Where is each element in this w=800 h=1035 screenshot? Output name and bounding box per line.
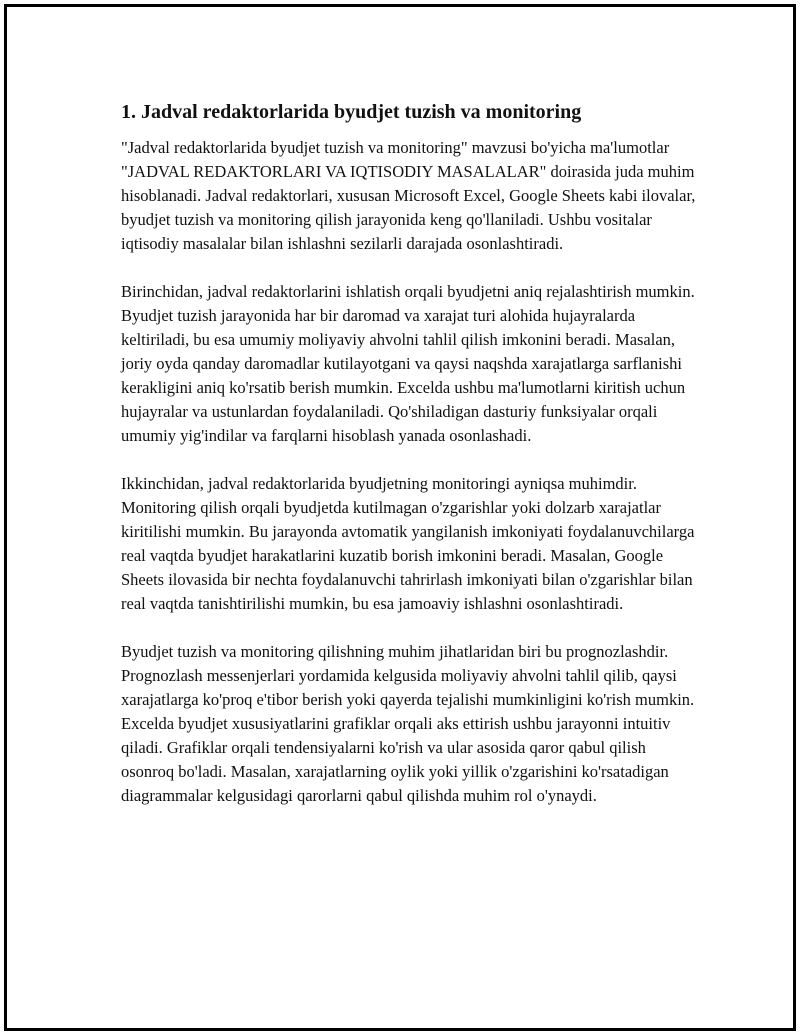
page-frame — [4, 4, 796, 1031]
paragraph-2: Birinchidan, jadval redaktorlarini ishlatish orqali byudjetni aniq rejalashtirish mumkin. Byudjet tuzish jarayonida har bir daromad va xarajat turi alohida hujayralarda keltiriladi, bu esa umumiy moliyaviy ahvolni tahlil qilish imkonini beradi. Masalan, joriy oyda qanday daromadlar kutilayotgani va qaysi naqshda xarajatlarga sarflanishi kerakligini aniq ko'rsatib berish mumkin. Excelda ushbu ma'lumotlarni kiritish uchun hujayralar va ustunlardan foydalaniladi. Qo'shiladigan dasturiy funksiyalar orqali umumiy yig'indilar va farqlarni hisoblash yanada osonlashadi. — [121, 282, 695, 445]
paragraph-4: Byudjet tuzish va monitoring qilishning muhim jihatlaridan biri bu prognozlashdir. Prognozlash messenjerlari yordamida kelgusida moliyaviy ahvolni tahlil qilib, qaysi xarajatlarga ko'proq e'tibor berish yoki qayerda tejalishi mumkinligini ko'rish mumkin. Excelda byudjet xususiyatlarini grafiklar orqali aks ettirish ushbu jarayonni intuitiv qiladi. Grafiklar orqali tendensiyalarni ko'rish va ular asosida qaror qabul qilish osonroq bo'ladi. Masalan, xarajatlarning oylik yoki yillik o'zgarishini ko'rsatadigan diagrammalar kelgusidagi qarorlarni qabul qilishda muhim rol o'ynaydi. — [121, 642, 695, 805]
paragraph-3: Ikkinchidan, jadval redaktorlarida byudjetning monitoringi ayniqsa muhimdir. Monitoring qilish orqali byudjetda kutilmagan o'zgarishlar yoki dolzarb xarajatlar kiritilishi mumkin. Bu jarayonda avtomatik yangilanish imkoniyati foydalanuvchilarga real vaqtda byudjet harakatlarini kuzatib borish imkonini beradi. Masalan, Google Sheets ilovasida bir nechta foydalanuvchi tahrirlash imkoniyati bilan o'zgarishlar bilan real vaqtda tanishtirilishi mumkin, bu esa jamoaviy ishlashni osonlashtiradi. — [121, 474, 695, 613]
paragraph-1: "Jadval redaktorlarida byudjet tuzish va monitoring" mavzusi bo'yicha ma'lumotlar "JADVAL REDAKTORLARI VA IQTISODIY MASALALAR" doirasida juda muhim hisoblanadi. Jadval redaktorlari, xususan Microsoft Excel, Google Sheets kabi ilovalar, byudjet tuzish va monitoring qilish jarayonida keng qo'llaniladi. Ushbu vositalar iqtisodiy masalalar bilan ishlashni sezilarli darajada osonlashtiradi. — [121, 138, 696, 253]
document-title: 1. Jadval redaktorlarida byudjet tuzish va monitoring — [121, 101, 582, 123]
document-body — [121, 98, 701, 832]
